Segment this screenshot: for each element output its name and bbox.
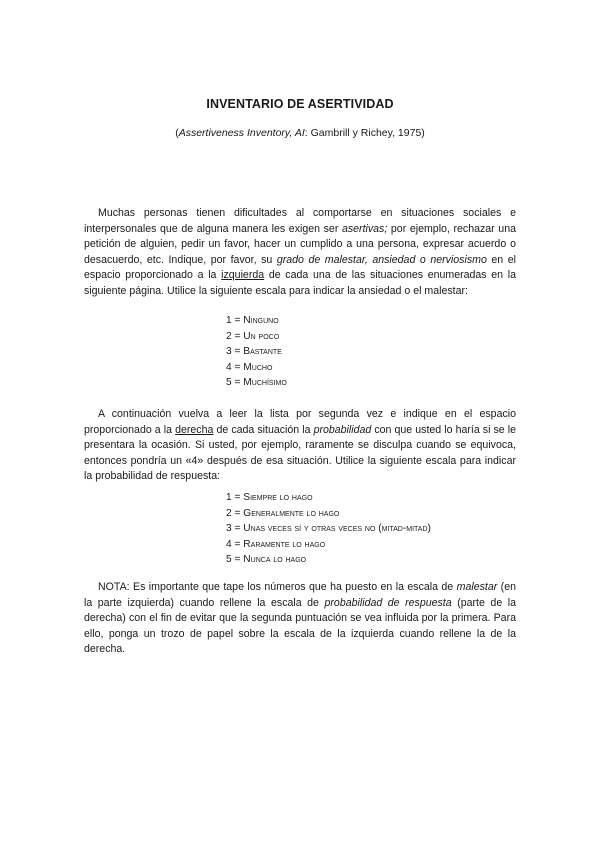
scale-label: Un poco [243,330,280,342]
scale-item [226,313,287,329]
subtitle-open: ( [175,127,179,139]
italic-run: asertivas; [341,222,388,235]
scale-item [226,490,431,506]
text-run: de cada situación la [213,423,314,436]
scale-item [226,360,287,376]
scale-item [226,506,431,522]
text-run: (parte de la derecha) con el fin de evitar que la segunda puntuación se vea influida por la primera. Para ello, ponga un trozo de papel sobre la escala de la izquierda cuando rellene la de la derecha. [84,596,517,656]
second-paragraph [84,407,516,485]
intro-paragraph [84,206,516,300]
text-run: en el espacio proporcionado a la [84,253,516,282]
text-run: Muchas personas tienen dificultades al comportarse en situaciones sociales e interpersonales que de alguna manera les exigen ser [84,207,516,235]
scale-label: Generalmente lo hago [243,507,340,519]
scale-item [226,344,287,360]
scale-number: 3 = [226,346,241,357]
scale-number: 2 = [226,507,241,519]
italic-run: probabilidad de respuesta [324,596,452,609]
underlined-run: derecha [175,423,214,436]
scale-number: 5 = [226,554,241,565]
scale-label: Ninguno [243,315,279,326]
subtitle-rest: : Gambrill y Richey, 1975) [304,127,425,139]
scale-number: 4 = [226,538,241,550]
scale-malestar-list [226,313,287,391]
page-title: INVENTARIO DE ASERTIVIDAD [206,97,394,111]
scale-number: 1 = [226,492,241,503]
text-run: con que usted lo haría si se le presentara la ocasión. Si usted, por ejemplo, raramente se disculpa cuando se equivoca, entonces pondría un «4» después de esa situación. Utilice la siguiente escala para indicar la probabilidad de respuesta: [84,423,517,483]
underlined-run: izquierda [221,269,265,282]
text-run: NOTA: Es importante que tape los números que ha puesto en la escala de [98,581,457,593]
scale-item [226,537,431,553]
scale-number: 1 = [226,315,241,326]
scale-probabilidad-list [226,490,431,568]
scale-number: 3 = [226,523,241,534]
scale-label: Siempre lo hago [243,492,313,503]
scale-label: Nunca lo hago [243,554,307,565]
italic-run: probabilidad [313,423,372,436]
text-run: de cada una de las situaciones enumeradas en la siguiente página. Utilice la siguiente escala para indicar la ansiedad o el malestar: [84,269,517,297]
scale-item [226,521,431,537]
scale-item [226,375,287,391]
scale-label: Raramente lo hago [243,538,326,550]
scale-label: Mucho [243,361,273,373]
scale-number: 2 = [226,330,241,342]
scale-item [226,329,287,345]
scale-item [226,552,431,568]
scale-label: Bastante [243,346,282,357]
text-run: por ejemplo, rechazar una petición de alguien, pedir un favor, hacer un cumplido a una persona, expresar acuerdo o desacuerdo, etc. Indique, por favor, su [84,222,516,266]
nota-paragraph [84,580,516,658]
subtitle-italic: Assertiveness Inventory, AI [178,127,305,139]
scale-number: 5 = [226,377,241,388]
text-run: (en la parte izquierda) cuando rellene la escala de [84,581,516,609]
scale-label: Muchísimo [243,377,287,388]
italic-run: malestar [456,581,498,593]
italic-run: grado de malestar, ansiedad o nerviosismo [276,253,487,266]
text-run: A continuación vuelva a leer la lista por segunda vez e indique en el espacio proporcionado a la [84,408,516,436]
scale-number: 4 = [226,361,241,373]
scale-label: Unas veces sí y otras veces no (mitad-mitad) [243,523,431,534]
page-subtitle [0,127,600,139]
